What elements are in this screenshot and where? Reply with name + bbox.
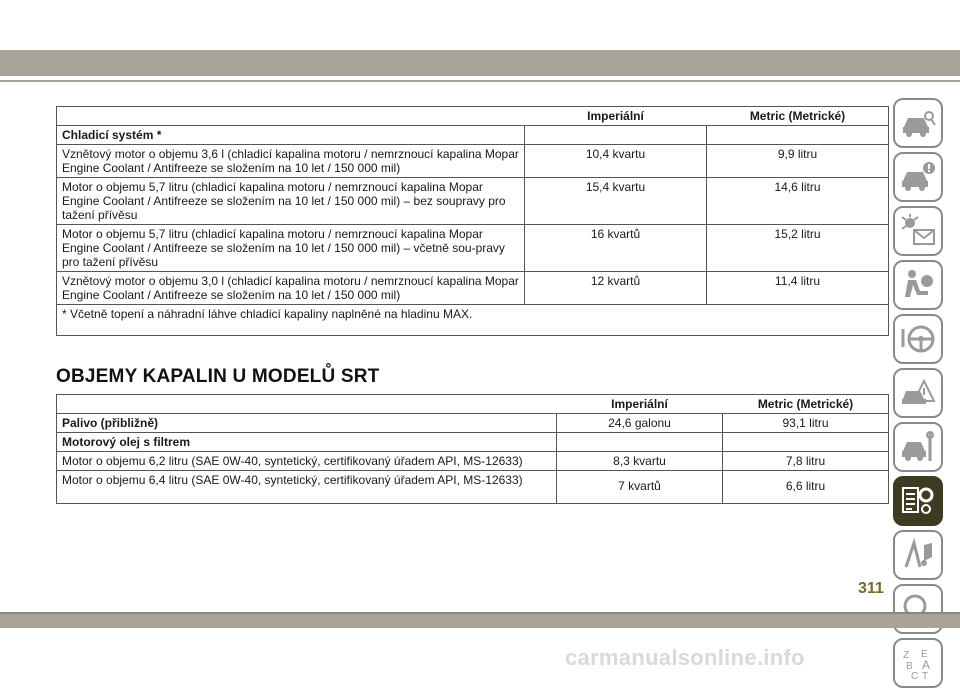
row-imperial: 16 kvartů [525, 225, 707, 272]
fuel-row [57, 414, 889, 433]
row-imperial: 24,6 galonu [557, 414, 723, 433]
lights-message-icon[interactable] [893, 206, 943, 256]
srt-capacity-table [56, 394, 889, 504]
table-row [57, 145, 889, 178]
column-header-metric: Metric (Metrické) [723, 395, 889, 414]
svg-text:Z: Z [903, 650, 910, 661]
table-row [57, 452, 889, 471]
table-row [57, 178, 889, 225]
row-imperial: 15,4 kvartu [525, 178, 707, 225]
svg-text:B: B [906, 661, 913, 672]
column-header-metric: Metric (Metrické) [707, 107, 889, 126]
row-imperial: 7 kvartů [557, 471, 723, 504]
table-row [57, 471, 889, 504]
row-metric: 15,2 litru [707, 225, 889, 272]
car-warning-icon[interactable] [893, 152, 943, 202]
row-metric: 7,8 litru [723, 452, 889, 471]
car-breakdown-icon[interactable] [893, 368, 943, 418]
svg-text:A: A [922, 658, 931, 672]
car-info-icon[interactable] [893, 98, 943, 148]
section-label: Motorový olej s filtrem [57, 433, 557, 452]
svg-text:C: C [911, 671, 919, 681]
multimedia-icon[interactable] [893, 530, 943, 580]
row-description: Palivo (přibližně) [57, 414, 557, 433]
svg-text:E: E [921, 649, 928, 660]
section-row [57, 433, 889, 452]
column-header-imperial: Imperiální [557, 395, 723, 414]
footer-band [0, 612, 960, 628]
alphabet-index-icon[interactable] [893, 638, 943, 688]
row-metric: 93,1 litru [723, 414, 889, 433]
header-line [0, 80, 960, 82]
row-imperial: 12 kvartů [525, 272, 707, 305]
table-row [57, 225, 889, 272]
row-description: Vznětový motor o objemu 3,6 l (chladicí kapalina motoru / nemrznoucí kapalina Mopar Engine Coolant / Antifreeze se složením na 10 let / 150 000 mil) [57, 145, 525, 178]
car-service-icon[interactable] [893, 422, 943, 472]
cooling-capacity-table [56, 106, 889, 336]
airbag-person-icon[interactable] [893, 260, 943, 310]
watermark: carmanualsonline.info [565, 645, 805, 670]
note-row [57, 305, 889, 336]
row-imperial: 10,4 kvartu [525, 145, 707, 178]
table-header-row [57, 107, 889, 126]
row-metric: 11,4 litru [707, 272, 889, 305]
row-metric: 6,6 litru [723, 471, 889, 504]
row-description: Motor o objemu 5,7 litru (chladicí kapalina motoru / nemrznoucí kapalina Mopar Engine Coolant / Antifreeze se složením na 10 let / 150 000 mil) – včetně sou-pravy pro tažení přívěsu [57, 225, 525, 272]
section-row [57, 126, 889, 145]
page-number: 311 [858, 580, 884, 597]
table-row [57, 272, 889, 305]
row-description: Motor o objemu 5,7 litru (chladicí kapalina motoru / nemrznoucí kapalina Mopar Engine Coolant / Antifreeze se složením na 10 let / 150 000 mil) – bez soupravy pro tažení přívěsu [57, 178, 525, 225]
row-description: Motor o objemu 6,4 litru (SAE 0W-40, syntetický, certifikovaný úřadem API, MS-12633) [57, 471, 557, 504]
svg-text:T: T [922, 671, 929, 681]
column-header [57, 107, 525, 126]
row-metric: 14,6 litru [707, 178, 889, 225]
column-header [57, 395, 557, 414]
steering-wheel-icon[interactable] [893, 314, 943, 364]
section-title: OBJEMY KAPALIN U MODELŮ SRT [56, 366, 380, 387]
row-description: Vznětový motor o objemu 3,0 l (chladicí kapalina motoru / nemrznoucí kapalina Mopar Engine Coolant / Antifreeze se složením na 10 let / 150 000 mil) [57, 272, 525, 305]
specs-gear-icon[interactable] [893, 476, 943, 526]
section-label: Chladicí systém * [57, 126, 525, 145]
chapter-tabs [893, 98, 947, 692]
table-header-row [57, 395, 889, 414]
row-metric: 9,9 litru [707, 145, 889, 178]
row-description: Motor o objemu 6,2 litru (SAE 0W-40, syntetický, certifikovaný úřadem API, MS-12633) [57, 452, 557, 471]
column-header-imperial: Imperiální [525, 107, 707, 126]
row-imperial: 8,3 kvartu [557, 452, 723, 471]
header-band [0, 50, 960, 76]
table-footnote: * Včetně topení a náhradní láhve chladicí kapaliny naplněné na hladinu MAX. [57, 305, 889, 336]
